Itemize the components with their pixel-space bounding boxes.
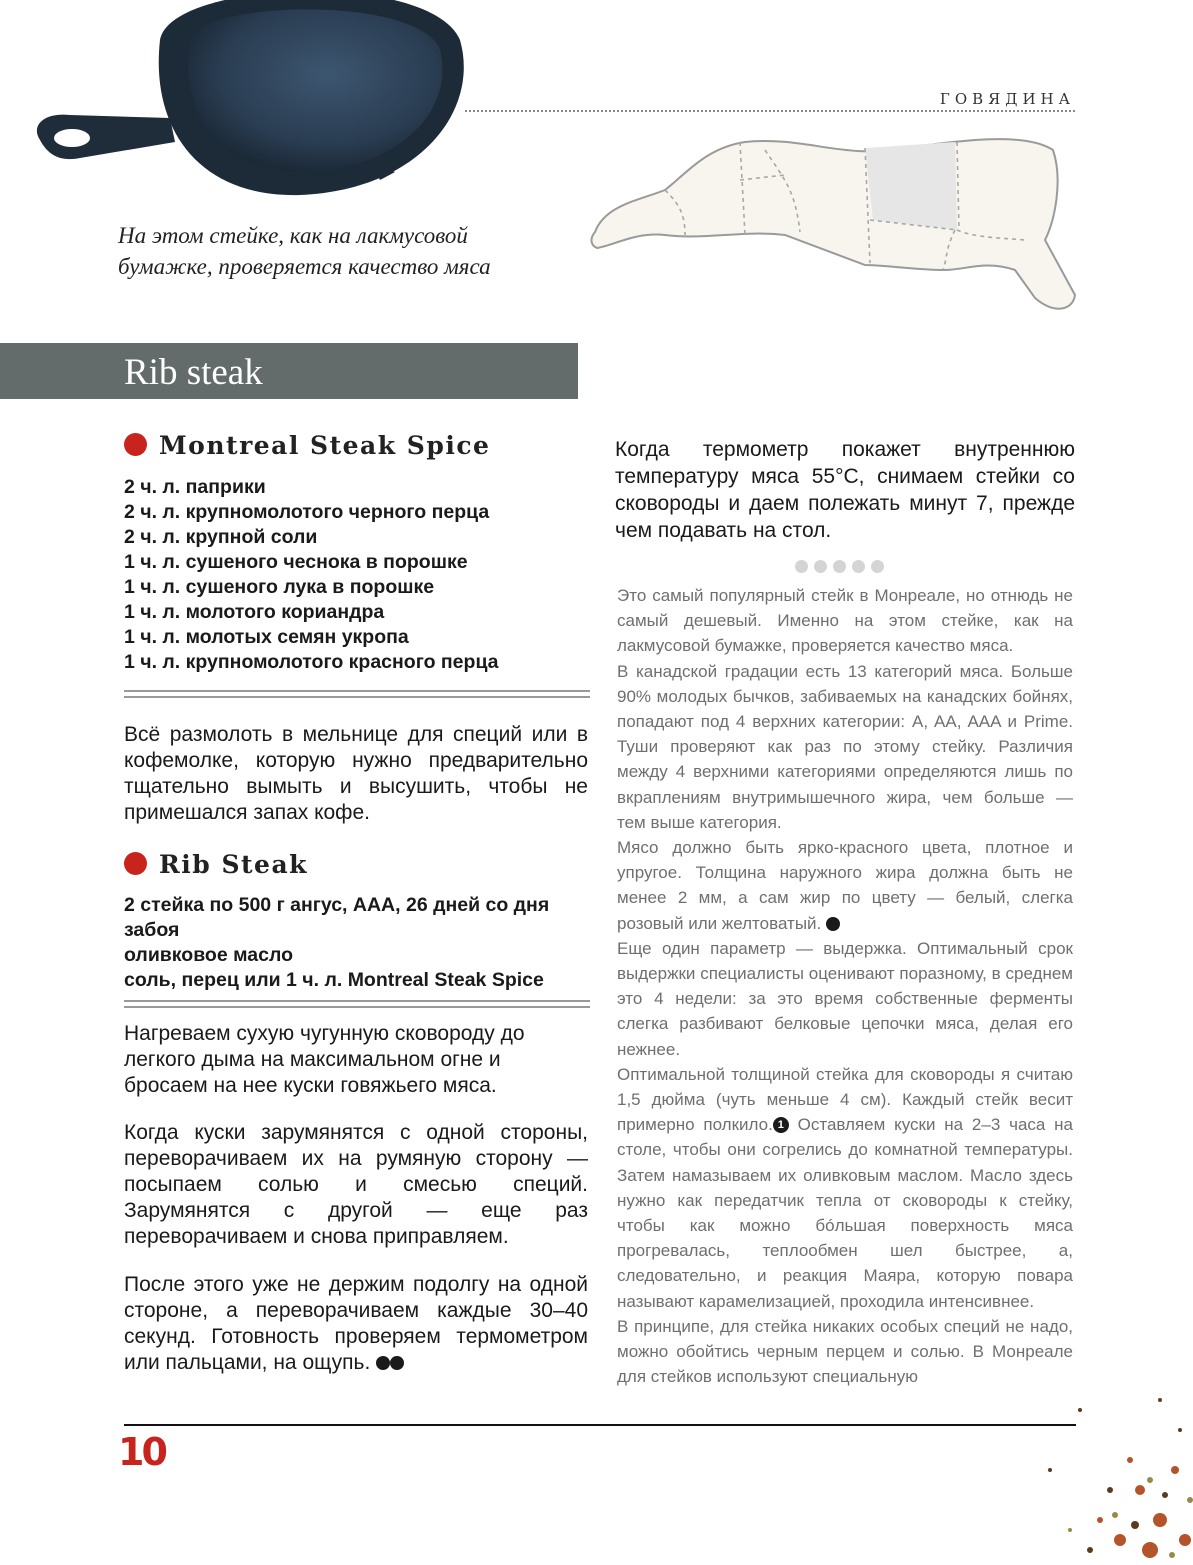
ingredient-list-spice xyxy=(124,475,594,675)
step-2: Когда куски зарумянятся с одной стороны, переворачиваем их на румяную сторону — посыпаем солью и смесью специй. Зарумянятся с другой — еще раз переворачиваем и снова приправляем. xyxy=(124,1121,588,1248)
sidebar-paragraph: В принципе, для стейка никаких особых специй не надо, можно обойтись черным перцем и солью. В Монреале для стейков используют специальную xyxy=(617,1316,1073,1387)
ingredient: 1 ч. л. молотого кориандра xyxy=(124,601,385,623)
sidebar-paragraph: Это самый популярный стейк в Монреале, но отнюдь не самый дешевый. Именно на этом стейке, как на лакмусовой бумажке, проверяется качество мяса. xyxy=(617,586,1073,656)
red-bullet-icon xyxy=(124,433,147,456)
beef-cuts-diagram xyxy=(585,120,1080,320)
footer-rule xyxy=(124,1424,1076,1426)
ingredient: 1 ч. л. сушеного лука в порошке xyxy=(124,576,435,598)
double-divider xyxy=(124,1000,590,1008)
skillet-illustration xyxy=(0,0,480,210)
ingredient: 2 ч. л. паприки xyxy=(124,476,266,498)
sidebar-paragraph: В канадской градации есть 13 категорий мяса. Больше 90% молодых бычков, забиваемых на канадских бойнях, попадают под 4 верхних категории: A, AA, AAA и Prime. Туши проверяют как раз по этому стейку. Различия между 4 верхними категориями определяются лишь по вкраплениям внутримышечного жира, чем больше — тем выше категория. xyxy=(617,661,1073,832)
recipe-heading-spice: Montreal Steak Spice xyxy=(124,431,490,460)
section-label: ГОВЯДИНА xyxy=(939,90,1075,108)
ingredient: 1 ч. л. молотых семян укропа xyxy=(124,626,409,648)
sidebar-paragraph: Мясо должно быть ярко-красного цвета, плотное и упругое. Толщина наружного жира должна быть не менее 2 мм, а сам жир по цвету — белый, слегка розовый или желтоватый. xyxy=(617,838,1073,933)
title-bar xyxy=(0,343,578,399)
step-1: Нагреваем сухую чугунную сковороду до легкого дыма на максимальном огне и бросаем на нее куски говяжьего мяса. xyxy=(124,1022,525,1097)
ingredient: 2 ч. л. крупномолотого черного перца xyxy=(124,501,490,523)
page-number: 10 xyxy=(118,1430,165,1474)
dotted-divider xyxy=(465,110,1075,112)
photo-caption: На этом стейке, как на лакмусовой бумажке, проверяется качество мяса xyxy=(118,223,491,279)
red-bullet-icon xyxy=(124,852,147,875)
dots-separator xyxy=(795,558,890,577)
ingredient: 2 ч. л. крупной соли xyxy=(124,526,318,548)
spice-instruction: Всё размолоть в мельнице для специй или в кофемолке, которую нужно предварительно тщательно вымыть и высушить, чтобы не примешался запах кофе. xyxy=(124,723,588,824)
double-divider xyxy=(124,690,590,698)
ingredient: 2 стейка по 500 г ангус, ААА, 26 дней со дня забоя xyxy=(124,894,550,941)
ingredient: 1 ч. л. сушеного чеснока в порошке xyxy=(124,551,468,573)
ingredient: соль, перец или 1 ч. л. Montreal Steak Spice xyxy=(124,969,544,991)
footnote-marker-icon: 1 xyxy=(773,1117,789,1133)
step-4: Когда термометр покажет внутреннюю температуру мяса 55°C, снимаем стейки со сковороды и даем полежать минут 7, прежде чем подавать на стол. xyxy=(615,438,1075,542)
sidebar-paragraph: Оптимальной толщиной стейка для сковороды я считаю 1,5 дюйма (чуть меньше 4 см). Каждый стейк весит примерно полкило. 1 Оставляем куски на 2–3 часа на столе, чтобы они согрелись до комнатной температуры. Затем намазываем их оливковым маслом. Масло здесь нужно как передатчик тепла от сковороды к стейку, чтобы как можно бóльшая поверхность мяса прогревалась, теплообмен шел быстрее, а, следовательно, и реакция Маяра, которую повара называют карамелизацией, проходила интенсивнее. xyxy=(617,1064,1073,1311)
sidebar-paragraph: Еще один параметр — выдержка. Оптимальный срок выдержки специалисты оценивают поразному, в среднем это 4 недели: за это время собственные ферменты слегка разбивают белковые цепочки мяса, делая его нежнее. xyxy=(617,938,1073,1059)
end-mark-icon xyxy=(376,1356,390,1370)
end-mark-icon xyxy=(390,1356,404,1370)
end-mark-icon xyxy=(826,917,840,931)
recipe-heading-steak: Rib Steak xyxy=(124,850,308,879)
step-3: После этого уже не держим подолгу на одной стороне, а переворачиваем каждые 30–40 секунд. Готовность проверяем термометром или пальцами, на ощупь. xyxy=(124,1273,588,1374)
sidebar-text xyxy=(617,583,1073,1390)
ingredient-list-steak xyxy=(124,893,564,993)
spices-illustration xyxy=(990,1290,1193,1565)
ingredient: оливковое масло xyxy=(124,944,294,966)
page-title: Rib steak xyxy=(124,352,263,393)
ingredient: 1 ч. л. крупномолотого красного перца xyxy=(124,651,499,673)
